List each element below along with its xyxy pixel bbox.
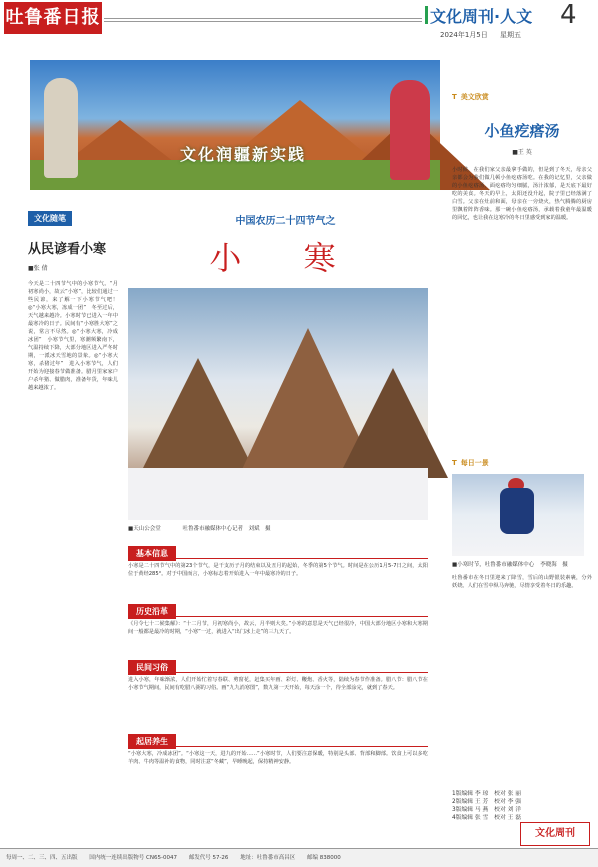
- feature-title: 小 寒: [209, 239, 362, 277]
- section-label-customs: 民间习俗: [128, 660, 176, 675]
- editor-credits: 1版编辑 李 琼 校对 张 丽 2版编辑 王 芳 校对 李 强 3版编辑 马 燕 校对 刘 洋 4版编辑 张 雪 校对 王 磊: [452, 791, 522, 821]
- section-text-basic-info: 小寒是二十四节气中的第23个节气，是干支历子月的结束以及丑月的起始，冬季的第5个节气。时间是在公历1月5-7日之间，太阳位于黄经285°。对于中国而言，小寒标志着开始进入一年中最寒冷的日子。: [128, 563, 428, 577]
- culture-weekly-logo: 文化周刊: [520, 822, 590, 846]
- weekday-text: 星期五: [499, 31, 521, 39]
- article-author: ■张 倩: [28, 265, 48, 272]
- essay-title: 小鱼疙瘩汤: [484, 122, 560, 140]
- daily-photo-text: 吐鲁番市在冬日里迎来了降雪，雪后的山野银装素裹，分外妖娆。人们在雪中纵马奔驰，尽情享受着冬日的乐趣。: [452, 575, 592, 589]
- opera-performer-figure: [390, 80, 430, 180]
- daily-photo-label: T 每日一景: [452, 459, 489, 467]
- right-essay-column: [452, 92, 592, 436]
- section-text-customs: 进入小寒，年味渐浓，人们开始忙着写春联、剪窗花，赶集买年画、彩灯、鞭炮、香火等，陆续为春节作准备。腊八节：腊八节在小寒节气期间，民间有吃腊八粥的习俗。画“九九消寒图”，数九第一天开始，每天涂一个，待全部涂完，就到了春天。: [128, 677, 428, 691]
- horseback-rider-photo: [452, 474, 584, 556]
- section-title: 文化周刊·人文: [430, 7, 533, 26]
- masthead: [0, 0, 598, 44]
- left-essay-column: [28, 206, 124, 865]
- date-text: 2024年1月5日: [440, 31, 488, 39]
- section-label-basic-info: 基本信息: [128, 546, 176, 561]
- dancer-figure: [44, 78, 78, 178]
- bullet-icon: T: [452, 93, 457, 101]
- article-body: 今天是二十四节气中的小寒节气。“月初寒尚小，故云”小寒”，比较们通过一些民谚，来了解一下小寒节气吧！ ◎“小寒大寒，冻成一团” 冬至过后，天气越来越冷。小寒时节已进入一年中最寒冷的日子。民间有“小寒胜大寒”之说，常言不尽然。◎“小寒大寒，冷成冰团” 小寒节气里，寒潮频繁南下，气温持续下降，大部分地区进入严冬时期，一派冰天雪地的景象。◎“小寒大寒，杀猪过年” 进入小寒节气，人们开始为迎接春节做准备。腊月里家家户户杀年猪、做腊肉，准备年货，年味儿越来越浓了。: [28, 281, 124, 391]
- section-label-history: 历史沿革: [128, 604, 176, 619]
- header-rule: [104, 18, 422, 24]
- header-banner-image: [30, 60, 440, 190]
- banner-slogan: 文化润疆新实践: [180, 145, 307, 164]
- column-tag: 文化随笔: [28, 211, 72, 226]
- section-label-health: 起居养生: [128, 734, 176, 749]
- section-text-history: 《月令七十二候集解》：“十二月节，月初寒尚小，故云，月半则大矣。”小寒的意思是天气已经很冷，中国大部分地区小寒和大寒期间一般都是最冷的时期，“小寒”一过，就进入“出门冰上走”的三九天了。: [128, 621, 428, 635]
- feature-subheading: 中国农历二十四节气之: [235, 216, 336, 227]
- essay-body: 小时候，在我们家父亲最拿手做的，但是到了冬天，母亲父亲都会为我们做几顿小鱼疙瘩汤吃。在我的记忆里，父亲做的小鱼疙瘩汤，面疙瘩均匀细腻，汤汁浓郁，是天底下最好吃的美食。冬天的早上，太阳还没升起，院子里已经落满了白雪。父亲在灶前和面，母亲在一旁烧火，热气腾腾的厨房里飘着阵阵香味。那一碗小鱼疙瘩汤，承载着我童年最温暖的回忆，也让我在这寒冷的冬日里感受到家的温暖。: [452, 167, 592, 221]
- photo-caption-title: ■天山公会堂: [128, 526, 161, 532]
- issue-date: [440, 30, 531, 40]
- section-accent-bar: [425, 6, 428, 24]
- page-footer: 每周一、二、三、四、五出版 国内统一连续出版物号 CN65-0047 邮发代号 57-26 地址：吐鲁番市高昌区 邮编 838000: [0, 848, 598, 867]
- feature-heading: [128, 212, 443, 279]
- article-title: 从民谚看小寒: [28, 242, 107, 257]
- newspaper-logo: 吐鲁番日报: [4, 2, 102, 34]
- bullet-icon: T: [452, 459, 457, 467]
- daily-photo-box: [452, 458, 592, 614]
- snow-landscape-photo: [128, 288, 428, 520]
- photo-caption: [128, 524, 428, 532]
- essay-author: ■王 英: [512, 149, 532, 156]
- daily-photo-caption: ■小寒时节，吐鲁番市融媒体中心 李晓海 摄: [452, 562, 568, 568]
- section-text-health: “小寒大寒，冷成冰团”。“小寒这一天，进九的开始……”小寒时节，人们要注意保暖，特别是头部、背部和脚部。饮食上可以多吃羊肉、牛肉等温补的食物，同时注意“冬藏”，早睡晚起，保持精神安静。: [128, 751, 428, 765]
- column-label: T 美文欣赏: [452, 93, 489, 101]
- photo-caption-credit: 吐鲁番市融媒体中心记者 刘斌 摄: [182, 526, 271, 532]
- page-number: 4: [560, 0, 577, 30]
